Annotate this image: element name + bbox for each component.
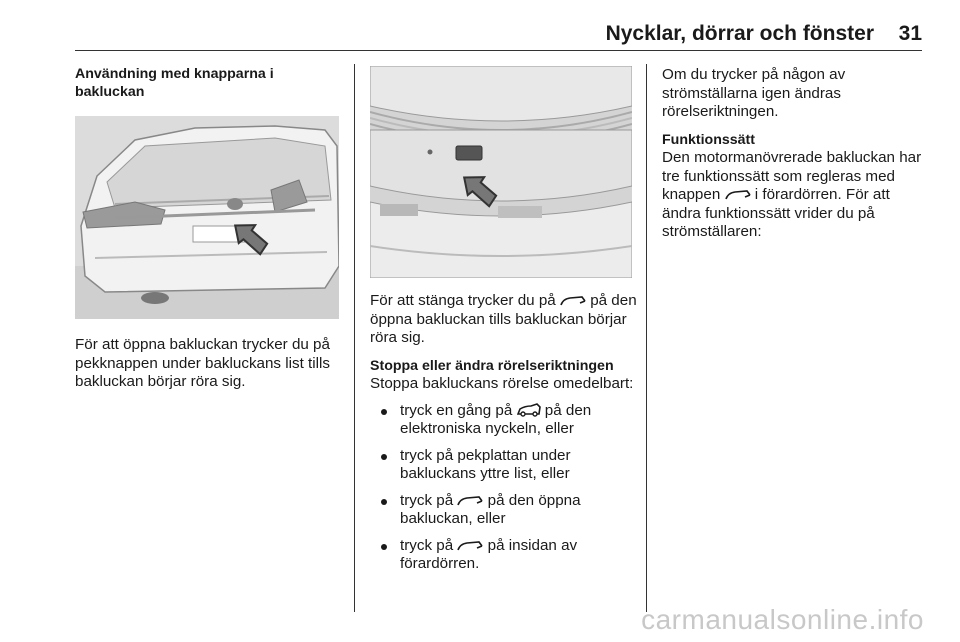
paragraph-modes: [662, 149, 930, 242]
bullet-text-pre: tryck en gång på: [400, 401, 513, 419]
section-heading: Användning med knapparna i bakluckan: [75, 66, 274, 100]
car-open-tailgate-icon: [517, 403, 541, 417]
tailgate-icon: [457, 540, 483, 552]
bullet-text-pre: tryck på: [400, 491, 454, 509]
bullet-text-pre: tryck på: [400, 536, 454, 554]
list-item: [370, 492, 638, 529]
watermark: carmanualsonline.info: [641, 604, 924, 635]
paragraph-intro: Stoppa bakluckans rörelse omedelbart:: [370, 375, 634, 392]
tailgate-icon: [457, 495, 483, 507]
column-2: [370, 292, 638, 582]
bullet-text: tryck på pekplattan under bakluckans yttre list, eller: [400, 446, 571, 482]
bullet-text-post: på den elektroniska nyckeln, eller: [400, 401, 592, 437]
paragraph-direction: Om du trycker på någon av strömställarna igen ändras rörelseriktningen.: [662, 66, 846, 120]
bullet-text-post: på insidan av förardörren.: [400, 536, 578, 572]
bullet-icon: [381, 454, 387, 460]
figure-tailgate-interior: [370, 66, 632, 278]
bullet-text-post: på den öppna bakluckan, eller: [400, 491, 581, 527]
list-item: [370, 402, 638, 439]
figure-car-rear: [75, 116, 339, 319]
tailgate-icon: [725, 189, 751, 201]
column-divider: [354, 64, 355, 612]
tailgate-interior-illustration: [370, 66, 632, 278]
page-title: Nycklar, dörrar och fönster: [605, 22, 874, 45]
tailgate-icon: [560, 295, 586, 307]
list-item: [370, 537, 638, 574]
page-number: 31: [898, 22, 922, 45]
section-heading: Stoppa eller ändra rörelseriktningen: [370, 357, 614, 374]
column-3: [662, 66, 930, 242]
column-1-body: [75, 336, 343, 392]
section-heading: Funktionssätt: [662, 131, 756, 148]
column-1: [75, 66, 343, 101]
column-divider: [646, 64, 647, 612]
bullet-icon: [381, 544, 387, 550]
text-close-post: på den öppna bakluckan tills bakluckan börjar röra sig.: [370, 292, 637, 346]
list-item: [370, 447, 638, 484]
header-rule: [75, 50, 922, 51]
car-rear-illustration: [75, 116, 339, 319]
bullet-icon: [381, 499, 387, 505]
text-modes-pre: Den motormanövrerade bakluckan har tre funktionssätt som regleras med knappen: [662, 149, 922, 203]
paragraph-close: [370, 292, 638, 348]
paragraph: För att öppna bakluckan trycker du på pekknappen under bakluckans list tills bakluckan börjar röra sig.: [75, 336, 330, 390]
bullet-icon: [381, 409, 387, 415]
bullet-list: [370, 402, 638, 574]
text-close-pre: För att stänga trycker du på: [370, 292, 556, 309]
text-modes-post: i förardörren. För att ändra funktionssätt vrider du på strömställaren:: [662, 186, 890, 240]
